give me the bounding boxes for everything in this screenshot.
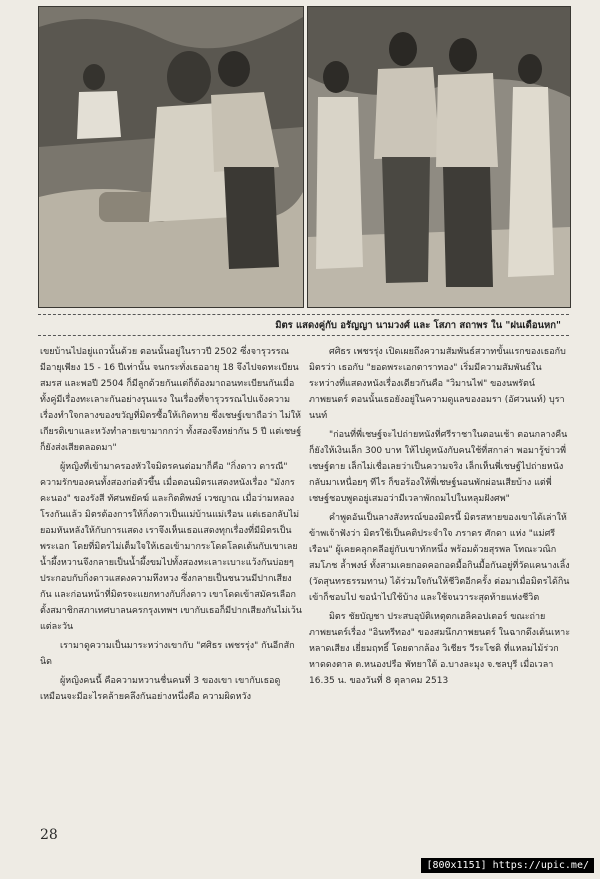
- photo-right-illustration: [308, 7, 570, 307]
- article-column-left: [40, 344, 302, 708]
- paragraph: มิตร ชัยบัญชา ประสบอุบัติเหตุตกเฮลิคอปเตอร์ ขณะถ่ายภาพยนตร์เรื่อง "อินทรีทอง" ของสมนึกภาพยนตร์ ในฉากดึงเต้นเหาะหลาดเสียง เยี่ยมฤทธิ์ โดยตากล้อง วิเชียร วีระโชติ ที่แหลมไม้ร่วก หาดดงตาล ต.หนองปรือ พัทยาใต้ อ.บางละมุง จ.ชลบุรี เมื่อเวลา 16.35 น. ของวันที่ 8 ตุลาคม 2513: [309, 612, 571, 686]
- paragraph: ผู้หญิงที่เข้ามาครองหัวใจมิตรคนต่อมาก็คือ "กิ่งดาว ดารณี" ความรักของคนทั้งสองก่อตัวขึ้น เมื่อตอนมิตรแสดงหนังเรื่อง "มังกรคะนอง" ของรังสี ทัศนพยัคฆ์ และกิตติพงษ์ เวชญาณ เมื่อว่ามหลองโรงกันแล้ว มิตรต้องการให้กิ่งดาวเป็นแม่บ้านแม่เรือน แต่เธอกลับไม่ยอมหันหลังให้กับการแสดง เราจึงเห็นเธอแสดงทุกเรื่องที่มีมิตรเป็นพระเอก โดยที่มิตรไม่เต็มใจให้เธอเข้ามากระโดดโลดเต้นกับเขาเลย น้ำผึ้งหวานจึงกลายเป็นน้ำผึ้งขมไปทั้งสองทะเลาะเบาะแว้งกันบ่อยๆ ประกอบกับกิ่งดาวแสดงความหึงหวง ซึ่งกลายเป็นชนวนมีปากเสียงกัน และก่อนหน้าที่มิตรจะแยกทางกับกิ่งดาว เขาโดดเข้าสมัครเลือกตั้งสมาชิกสภาเทศบาลนครกรุงเทพฯ เขากับเธอก็มีปากเสียงกันไม่เว้นแต่ละวัน: [40, 462, 302, 632]
- photo-caption: มิตร แสดงคู่กับ อรัญญา นามวงศ์ และ โสภา สถาพร ใน "ฝนเดือนหก": [38, 314, 569, 336]
- paragraph: ศศิธร เพชรรุ่ง เปิดเผยถึงความสัมพันธ์สวาทขั้นแรกของเธอกับมิตรว่า เธอกับ "ยอดพระเอกตาราทอง" เริ่มมีความสัมพันธ์ในระหว่างที่แสดงหนังเรื่องเดียวกันคือ "วิมานไฟ" ของนพรัตน์ภาพยนตร์ ตอนนั้นเธอยังอยู่ในความดูแลของอมรา (อัศวนนท์) บุรานนท์: [309, 347, 566, 421]
- paragraph: คำพูดอันเป็นลางสังหรณ์ของมิตรนี้ มิตรสหายของเขาได้เล่าให้ข้าพเจ้าฟังว่า มิตรใช้เป็นคติประจำใจ ภราดร ศักดา แห่ง "แม่ศรีเรือน" ผู้เคยคลุกคลีอยู่กับเขาทักหนึ่ง พร้อมด้วยสุรพล โทณะวณิก สมโภช ล้ำพงษ์ ทั้งสามเคยกอดคอกอดมื้อกินมื้อกันอยู่ที่วัดแคนางเลิ้ง (วัดสุนทรธรรมทาน) ได้ร่วมใจกันให้ชีวิตอีกครั้ง ต่อมาเมื่อมิตรได้กินเข้าก็ชอบไป ขอนำไปใช้บ้าง และใช้จนวาระสุดท้ายแห่งชีวิต: [309, 513, 570, 603]
- paragraph: "ก่อนที่พี่เชษฐ์จะไปถ่ายหนังที่ศรีราชาในตอนเช้า ตอนกลางคืนก็ยังให้เงินเล็ก 300 บาท ให้ไปดูหนังกับคนใช้ที่สกาล่า พอมารู้ข่าวพี่เชษฐ์ตาย เล็กไม่เชื่อเลยว่าเป็นความจริง เล็กเห็นพี่เชษฐ์ไปถ่ายหนังกลับมาเหนื่อยๆ ทีไร ก็ขอร้องให้พี่เชษฐ์นอนพักผ่อนเสียบ้าง แต่พี่เชษฐ์ชอบพูดอยู่เสมอว่ามีเวลาพักถมไปในหลุมฝังศพ": [309, 430, 568, 504]
- photo-couple-on-log: [38, 6, 304, 308]
- paragraph: เรามาดูความเป็นมาระหว่างเขากับ "ศศิธร เพชรรุ่ง" กันอีกสักนิด: [40, 641, 295, 667]
- page-number: 28: [40, 827, 58, 843]
- paragraph: เขยบ้านไปอยู่แถวนั้นด้วย ตอนนั้นอยู่ในราวปี 2502 ซึ่งจารุวรรณมีอายุเพียง 15 - 16 ปีเท่านั้น จนกระทั่งเธออายุ 18 จึงไปจดทะเบียนสมรส และพอปี 2504 ก็มีลูกด้วยกันแต่ก็ต้องมาถอนทะเบียนกันเมื่อทั้งคู่มีเรื่องทะเลาะกันอย่างรุนแรง ในเรื่องที่จารุวรรณไปแจ้งความเรื่องทำใจกลางของขวัญที่มิตรซื้อให้เกิดหาย ซึ่งเชษฐ์เขาถือว่า ไม่ให้เกียรติเขาและหวังทำลายเขามากกว่า ทั้งสองจึงหย่ากัน 5 ปี แต่เชษฐ์ก็ยังส่งเสียตลอดมา": [40, 347, 302, 453]
- photo-group-four-people: [307, 6, 571, 308]
- image-size-watermark: [800x1151] https://upic.me/: [421, 858, 594, 873]
- article-column-right: [309, 344, 571, 692]
- photo-left-illustration: [39, 7, 303, 307]
- paragraph: ผู้หญิงคนนี้ คือความหวานชื่นคนที่ 3 ของเขา เขากับเธอดูเหมือนจะมีอะไรคล้ายคลึงกันอย่างหนึ่งคือ ความผิดหวัง: [40, 676, 281, 702]
